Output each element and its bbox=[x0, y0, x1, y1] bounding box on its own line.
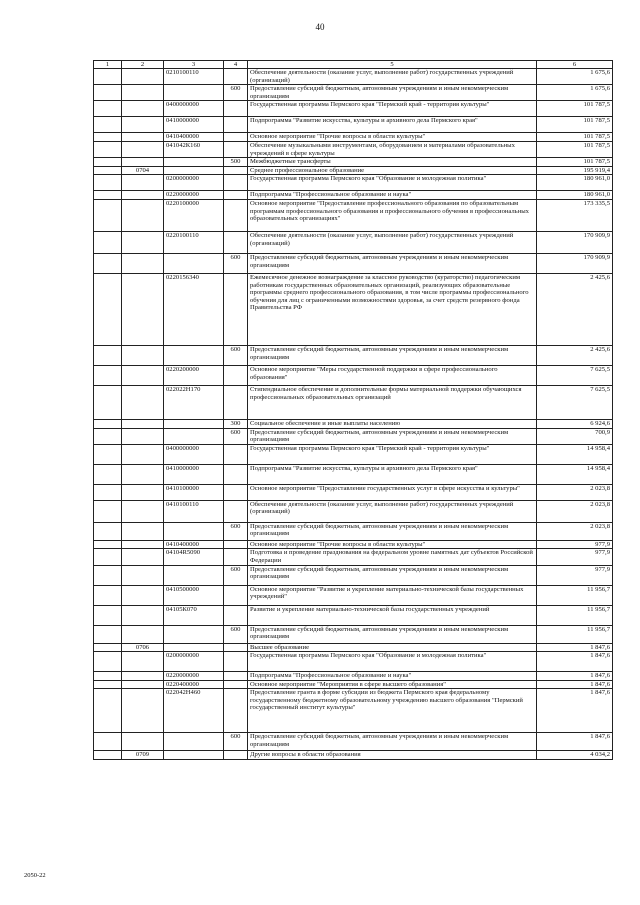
section-cell bbox=[94, 273, 122, 345]
table-row bbox=[94, 444, 613, 464]
section-cell bbox=[94, 689, 122, 733]
name-cell: Основное мероприятие "Предоставление профессионального образования по образовательным программам профессионального образования и профессионального обучения в профессиональных образовательных организациях" bbox=[248, 199, 537, 231]
name-cell: Основное мероприятие "Меры государственной поддержки в сфере профессионального образования" bbox=[248, 365, 537, 385]
table-row bbox=[94, 751, 613, 760]
subsection-cell bbox=[122, 625, 164, 643]
expense-type-cell bbox=[224, 643, 248, 652]
subsection-cell: 0704 bbox=[122, 166, 164, 175]
expense-type-cell: 600 bbox=[224, 733, 248, 751]
target-article-cell bbox=[164, 158, 224, 167]
expense-type-cell: 600 bbox=[224, 428, 248, 444]
expense-type-cell: 600 bbox=[224, 625, 248, 643]
amount-cell: 4 034,2 bbox=[537, 751, 613, 760]
subsection-cell bbox=[122, 444, 164, 464]
amount-cell: 2 023,8 bbox=[537, 522, 613, 540]
target-article-cell: 0410400000 bbox=[164, 133, 224, 142]
table-row bbox=[94, 69, 613, 85]
subsection-cell bbox=[122, 549, 164, 565]
target-article-cell bbox=[164, 85, 224, 101]
subsection-cell bbox=[122, 605, 164, 625]
table-row bbox=[94, 101, 613, 117]
table-row bbox=[94, 652, 613, 672]
section-cell bbox=[94, 680, 122, 689]
subsection-cell bbox=[122, 565, 164, 585]
subsection-cell bbox=[122, 231, 164, 253]
section-cell bbox=[94, 540, 122, 549]
table-row bbox=[94, 522, 613, 540]
expense-type-cell bbox=[224, 689, 248, 733]
subsection-cell: 0706 bbox=[122, 643, 164, 652]
table-row bbox=[94, 345, 613, 365]
amount-cell: 101 787,5 bbox=[537, 158, 613, 167]
expense-type-cell bbox=[224, 680, 248, 689]
expense-type-cell: 600 bbox=[224, 565, 248, 585]
amount-cell: 11 956,7 bbox=[537, 585, 613, 605]
table-row bbox=[94, 166, 613, 175]
section-cell bbox=[94, 133, 122, 142]
section-cell bbox=[94, 500, 122, 522]
section-cell bbox=[94, 141, 122, 157]
table-row bbox=[94, 549, 613, 565]
amount-cell: 101 787,5 bbox=[537, 141, 613, 157]
expense-type-cell bbox=[224, 484, 248, 500]
amount-cell: 101 787,5 bbox=[537, 117, 613, 133]
name-cell: Подпрограмма "Профессиональное образование и наука" bbox=[248, 191, 537, 200]
expense-type-cell: 600 bbox=[224, 85, 248, 101]
header-col-1: 1 bbox=[94, 61, 122, 69]
name-cell: Предоставление субсидий бюджетным, автономным учреждениям и иным некоммерческим организациям bbox=[248, 428, 537, 444]
subsection-cell bbox=[122, 365, 164, 385]
name-cell: Предоставление субсидий бюджетным, автономным учреждениям и иным некоммерческим организациям bbox=[248, 565, 537, 585]
amount-cell: 7 625,5 bbox=[537, 365, 613, 385]
name-cell: Подпрограмма "Профессиональное образование и наука" bbox=[248, 672, 537, 681]
name-cell: Подготовка и проведение празднования на федеральном уровне памятных дат субъектов Российской Федерации bbox=[248, 549, 537, 565]
table-row bbox=[94, 175, 613, 191]
amount-cell: 700,9 bbox=[537, 428, 613, 444]
subsection-cell bbox=[122, 273, 164, 345]
table-row bbox=[94, 117, 613, 133]
name-cell: Основное мероприятие "Прочие вопросы в области культуры" bbox=[248, 540, 537, 549]
amount-cell: 7 625,5 bbox=[537, 385, 613, 419]
name-cell: Социальное обеспечение и иные выплаты населению bbox=[248, 419, 537, 428]
target-article-cell bbox=[164, 166, 224, 175]
table-row bbox=[94, 464, 613, 484]
target-article-cell bbox=[164, 643, 224, 652]
section-cell bbox=[94, 345, 122, 365]
target-article-cell: 0220400000 bbox=[164, 680, 224, 689]
section-cell bbox=[94, 158, 122, 167]
section-cell bbox=[94, 175, 122, 191]
name-cell: Стипендиальное обеспечение и дополнительные формы материальной поддержки обучающихся профессиональных образовательных организаций bbox=[248, 385, 537, 419]
name-cell: Обеспечение деятельности (оказание услуг, выполнение работ) государственных учреждений (организаций) bbox=[248, 500, 537, 522]
amount-cell: 11 956,7 bbox=[537, 625, 613, 643]
amount-cell: 180 961,0 bbox=[537, 191, 613, 200]
subsection-cell bbox=[122, 345, 164, 365]
header-col-6: 6 bbox=[537, 61, 613, 69]
expense-type-cell bbox=[224, 540, 248, 549]
table-body bbox=[94, 69, 613, 760]
amount-cell: 180 961,0 bbox=[537, 175, 613, 191]
name-cell: Предоставление субсидий бюджетным, автономным учреждениям и иным некоммерческим организациям bbox=[248, 85, 537, 101]
expense-type-cell bbox=[224, 385, 248, 419]
expense-type-cell bbox=[224, 672, 248, 681]
name-cell: Предоставление субсидий бюджетным, автономным учреждениям и иным некоммерческим организациям bbox=[248, 253, 537, 273]
expense-type-cell bbox=[224, 231, 248, 253]
target-article-cell: 022042Н460 bbox=[164, 689, 224, 733]
name-cell: Основное мероприятие "Развитие и укрепление материально-технической базы государственных учреждений" bbox=[248, 585, 537, 605]
expense-type-cell bbox=[224, 549, 248, 565]
name-cell: Обеспечение музыкальными инструментами, оборудованием и материалами образовательных учреждений в сфере культуры bbox=[248, 141, 537, 157]
table-row bbox=[94, 680, 613, 689]
target-article-cell bbox=[164, 751, 224, 760]
subsection-cell bbox=[122, 419, 164, 428]
expense-type-cell: 600 bbox=[224, 253, 248, 273]
target-article-cell: 0220156340 bbox=[164, 273, 224, 345]
subsection-cell bbox=[122, 69, 164, 85]
expense-type-cell bbox=[224, 652, 248, 672]
section-cell bbox=[94, 191, 122, 200]
target-article-cell: 0200000000 bbox=[164, 175, 224, 191]
amount-cell: 1 847,6 bbox=[537, 680, 613, 689]
amount-cell: 2 023,8 bbox=[537, 500, 613, 522]
amount-cell: 2 425,6 bbox=[537, 345, 613, 365]
table-row bbox=[94, 158, 613, 167]
target-article-cell: 0410100000 bbox=[164, 484, 224, 500]
expense-type-cell bbox=[224, 191, 248, 200]
section-cell bbox=[94, 85, 122, 101]
subsection-cell: 0709 bbox=[122, 751, 164, 760]
subsection-cell bbox=[122, 540, 164, 549]
expense-type-cell bbox=[224, 751, 248, 760]
expense-type-cell bbox=[224, 500, 248, 522]
target-article-cell: 0410400000 bbox=[164, 540, 224, 549]
name-cell: Межбюджетные трансферты bbox=[248, 158, 537, 167]
section-cell bbox=[94, 672, 122, 681]
section-cell bbox=[94, 166, 122, 175]
amount-cell: 14 958,4 bbox=[537, 464, 613, 484]
name-cell: Предоставление субсидий бюджетным, автономным учреждениям и иным некоммерческим организациям bbox=[248, 345, 537, 365]
target-article-cell: 0210100110 bbox=[164, 69, 224, 85]
amount-cell: 977,9 bbox=[537, 549, 613, 565]
amount-cell: 1 847,6 bbox=[537, 733, 613, 751]
target-article-cell: 0220000000 bbox=[164, 672, 224, 681]
section-cell bbox=[94, 484, 122, 500]
name-cell: Подпрограмма "Развитие искусства, культуры и архивного дела Пермского края" bbox=[248, 117, 537, 133]
subsection-cell bbox=[122, 672, 164, 681]
subsection-cell bbox=[122, 652, 164, 672]
expense-type-cell: 600 bbox=[224, 345, 248, 365]
table-row bbox=[94, 385, 613, 419]
amount-cell: 1 847,6 bbox=[537, 689, 613, 733]
expense-type-cell: 300 bbox=[224, 419, 248, 428]
subsection-cell bbox=[122, 199, 164, 231]
target-article-cell: 0200000000 bbox=[164, 652, 224, 672]
name-cell: Государственная программа Пермского края "Пермский край - территория культуры" bbox=[248, 101, 537, 117]
section-cell bbox=[94, 549, 122, 565]
amount-cell: 1 847,6 bbox=[537, 652, 613, 672]
name-cell: Основное мероприятие "Предоставление государственных услуг в сфере искусства и культуры" bbox=[248, 484, 537, 500]
expense-type-cell bbox=[224, 69, 248, 85]
target-article-cell bbox=[164, 522, 224, 540]
amount-cell: 2 023,8 bbox=[537, 484, 613, 500]
target-article-cell bbox=[164, 625, 224, 643]
table-row bbox=[94, 365, 613, 385]
subsection-cell bbox=[122, 385, 164, 419]
target-article-cell: 0410000000 bbox=[164, 464, 224, 484]
table-row bbox=[94, 85, 613, 101]
expense-type-cell: 500 bbox=[224, 158, 248, 167]
target-article-cell: 0410500000 bbox=[164, 585, 224, 605]
expense-type-cell bbox=[224, 175, 248, 191]
subsection-cell bbox=[122, 101, 164, 117]
expense-type-cell bbox=[224, 273, 248, 345]
name-cell: Государственная программа Пермского края "Образование и молодежная политика" bbox=[248, 652, 537, 672]
expense-type-cell bbox=[224, 141, 248, 157]
subsection-cell bbox=[122, 141, 164, 157]
amount-cell: 1 675,6 bbox=[537, 85, 613, 101]
name-cell: Предоставление субсидий бюджетным, автономным учреждениям и иным некоммерческим организациям bbox=[248, 733, 537, 751]
section-cell bbox=[94, 643, 122, 652]
amount-cell: 6 924,6 bbox=[537, 419, 613, 428]
subsection-cell bbox=[122, 522, 164, 540]
name-cell: Высшее образование bbox=[248, 643, 537, 652]
subsection-cell bbox=[122, 428, 164, 444]
amount-cell: 1 675,6 bbox=[537, 69, 613, 85]
name-cell: Среднее профессиональное образование bbox=[248, 166, 537, 175]
target-article-cell bbox=[164, 345, 224, 365]
table-row bbox=[94, 585, 613, 605]
expense-type-cell bbox=[224, 444, 248, 464]
section-cell bbox=[94, 117, 122, 133]
expense-type-cell bbox=[224, 585, 248, 605]
table-row bbox=[94, 428, 613, 444]
subsection-cell bbox=[122, 680, 164, 689]
table-row bbox=[94, 565, 613, 585]
expense-type-cell bbox=[224, 117, 248, 133]
amount-cell: 195 919,4 bbox=[537, 166, 613, 175]
target-article-cell: 04105К070 bbox=[164, 605, 224, 625]
section-cell bbox=[94, 751, 122, 760]
page-number: 40 bbox=[315, 22, 325, 32]
table-row bbox=[94, 419, 613, 428]
amount-cell: 101 787,5 bbox=[537, 133, 613, 142]
section-cell bbox=[94, 419, 122, 428]
name-cell: Развитие и укрепление материально-технической базы государственных учреждений bbox=[248, 605, 537, 625]
subsection-cell bbox=[122, 500, 164, 522]
section-cell bbox=[94, 365, 122, 385]
table-row bbox=[94, 253, 613, 273]
section-cell bbox=[94, 464, 122, 484]
expense-type-cell bbox=[224, 101, 248, 117]
target-article-cell: 041042К160 bbox=[164, 141, 224, 157]
target-article-cell: 0220200000 bbox=[164, 365, 224, 385]
section-cell bbox=[94, 625, 122, 643]
table-row bbox=[94, 540, 613, 549]
name-cell: Подпрограмма "Развитие искусства, культуры и архивного дела Пермского края" bbox=[248, 464, 537, 484]
target-article-cell: 022022Н170 bbox=[164, 385, 224, 419]
expense-type-cell bbox=[224, 166, 248, 175]
table-row bbox=[94, 141, 613, 157]
table-row bbox=[94, 133, 613, 142]
target-article-cell bbox=[164, 565, 224, 585]
table-row bbox=[94, 500, 613, 522]
table-row bbox=[94, 231, 613, 253]
table-row bbox=[94, 199, 613, 231]
section-cell bbox=[94, 101, 122, 117]
amount-cell: 977,9 bbox=[537, 540, 613, 549]
name-cell: Обеспечение деятельности (оказание услуг, выполнение работ) государственных учреждений (организаций) bbox=[248, 231, 537, 253]
name-cell: Основное мероприятие "Прочие вопросы в области культуры" bbox=[248, 133, 537, 142]
target-article-cell: 0220100000 bbox=[164, 199, 224, 231]
section-cell bbox=[94, 605, 122, 625]
subsection-cell bbox=[122, 484, 164, 500]
table-row bbox=[94, 484, 613, 500]
target-article-cell: 0220100110 bbox=[164, 231, 224, 253]
expense-type-cell bbox=[224, 464, 248, 484]
section-cell bbox=[94, 253, 122, 273]
target-article-cell bbox=[164, 419, 224, 428]
amount-cell: 11 956,7 bbox=[537, 605, 613, 625]
subsection-cell bbox=[122, 133, 164, 142]
section-cell bbox=[94, 585, 122, 605]
subsection-cell bbox=[122, 253, 164, 273]
name-cell: Другие вопросы в области образования bbox=[248, 751, 537, 760]
amount-cell: 101 787,5 bbox=[537, 101, 613, 117]
name-cell: Предоставление субсидий бюджетным, автономным учреждениям и иным некоммерческим организациям bbox=[248, 522, 537, 540]
name-cell: Государственная программа Пермского края "Пермский край - территория культуры" bbox=[248, 444, 537, 464]
target-article-cell: 0220000000 bbox=[164, 191, 224, 200]
header-row bbox=[94, 61, 613, 69]
target-article-cell: 0410000000 bbox=[164, 117, 224, 133]
amount-cell: 2 425,6 bbox=[537, 273, 613, 345]
header-col-3: 3 bbox=[164, 61, 224, 69]
name-cell: Предоставление гранта в форме субсидии из бюджета Пермского края федеральному государственному бюджетному образовательному учреждению высшего образования "Пермский государственный институт культуры" bbox=[248, 689, 537, 733]
section-cell bbox=[94, 69, 122, 85]
subsection-cell bbox=[122, 191, 164, 200]
section-cell bbox=[94, 199, 122, 231]
amount-cell: 1 847,6 bbox=[537, 672, 613, 681]
name-cell: Предоставление субсидий бюджетным, автономным учреждениям и иным некоммерческим организациям bbox=[248, 625, 537, 643]
expense-type-cell bbox=[224, 605, 248, 625]
name-cell: Государственная программа Пермского края "Образование и молодежная политика" bbox=[248, 175, 537, 191]
name-cell: Ежемесячное денежное вознаграждение за классное руководство (кураторство) педагогическим работникам государственных образовательных организаций, реализующих образовательные программы среднего профессионального образования, в том числе программы профессионального обучения для лиц с ограниченными возможностями здоровья, за счет средств резервного фонда Правительства РФ bbox=[248, 273, 537, 345]
table-row bbox=[94, 733, 613, 751]
section-cell bbox=[94, 565, 122, 585]
subsection-cell bbox=[122, 175, 164, 191]
subsection-cell bbox=[122, 464, 164, 484]
target-article-cell: 04104R5090 bbox=[164, 549, 224, 565]
section-cell bbox=[94, 428, 122, 444]
table-row bbox=[94, 625, 613, 643]
target-article-cell: 0400000000 bbox=[164, 444, 224, 464]
subsection-cell bbox=[122, 117, 164, 133]
table-row bbox=[94, 605, 613, 625]
subsection-cell bbox=[122, 158, 164, 167]
section-cell bbox=[94, 652, 122, 672]
subsection-cell bbox=[122, 689, 164, 733]
amount-cell: 14 958,4 bbox=[537, 444, 613, 464]
amount-cell: 977,9 bbox=[537, 565, 613, 585]
expense-type-cell bbox=[224, 133, 248, 142]
subsection-cell bbox=[122, 733, 164, 751]
table-row bbox=[94, 273, 613, 345]
section-cell bbox=[94, 444, 122, 464]
target-article-cell bbox=[164, 733, 224, 751]
amount-cell: 170 909,9 bbox=[537, 231, 613, 253]
table-row bbox=[94, 643, 613, 652]
table-row bbox=[94, 672, 613, 681]
table-row bbox=[94, 191, 613, 200]
section-cell bbox=[94, 733, 122, 751]
target-article-cell bbox=[164, 253, 224, 273]
table-row bbox=[94, 689, 613, 733]
header-col-2: 2 bbox=[122, 61, 164, 69]
amount-cell: 170 909,9 bbox=[537, 253, 613, 273]
subsection-cell bbox=[122, 585, 164, 605]
target-article-cell bbox=[164, 428, 224, 444]
name-cell: Основное мероприятие "Мероприятия в сфере высшего образования" bbox=[248, 680, 537, 689]
expense-type-cell bbox=[224, 199, 248, 231]
footer-code: 2050-22 bbox=[24, 872, 46, 879]
budget-table bbox=[93, 60, 613, 760]
expense-type-cell bbox=[224, 365, 248, 385]
target-article-cell: 0410100110 bbox=[164, 500, 224, 522]
section-cell bbox=[94, 231, 122, 253]
expense-type-cell: 600 bbox=[224, 522, 248, 540]
name-cell: Обеспечение деятельности (оказание услуг, выполнение работ) государственных учреждений (организаций) bbox=[248, 69, 537, 85]
target-article-cell: 0400000000 bbox=[164, 101, 224, 117]
section-cell bbox=[94, 522, 122, 540]
section-cell bbox=[94, 385, 122, 419]
amount-cell: 173 335,5 bbox=[537, 199, 613, 231]
amount-cell: 1 847,6 bbox=[537, 643, 613, 652]
header-col-4: 4 bbox=[224, 61, 248, 69]
subsection-cell bbox=[122, 85, 164, 101]
header-col-5: 5 bbox=[248, 61, 537, 69]
